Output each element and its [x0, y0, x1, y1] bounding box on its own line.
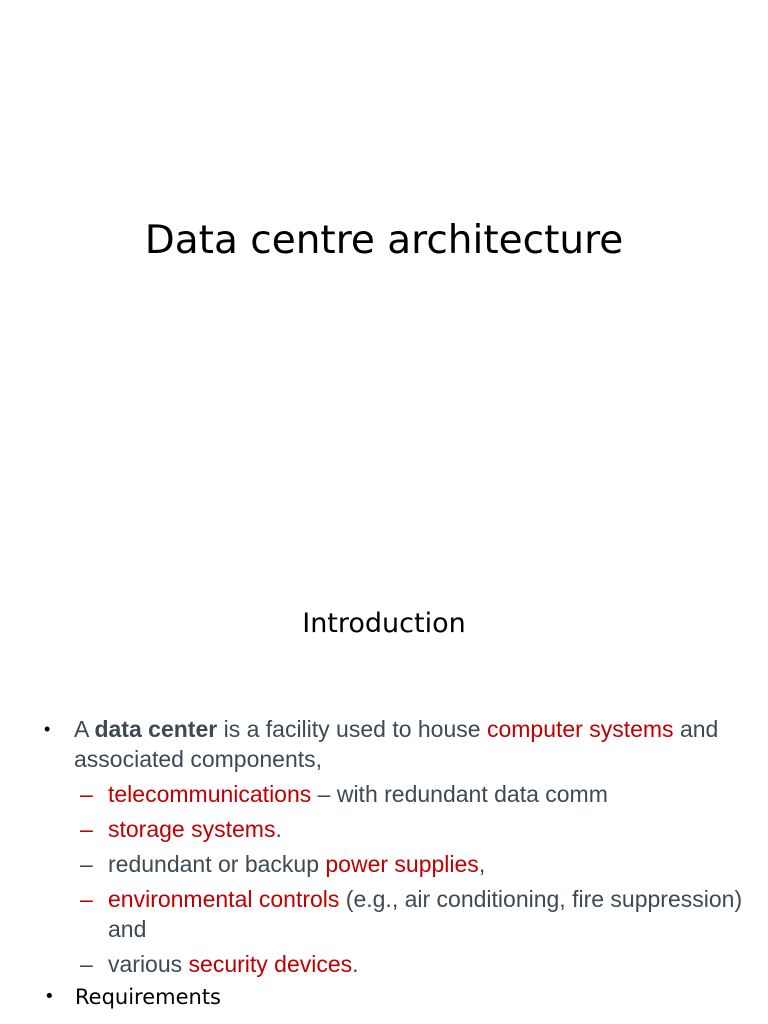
- subitem-security: [44, 949, 744, 979]
- subitem-text-before: various: [108, 951, 189, 977]
- slide-content: [44, 714, 744, 1012]
- dash-icon: –: [80, 886, 93, 912]
- bullet-data-center: [44, 714, 744, 774]
- subitem-highlight: power supplies: [325, 851, 479, 877]
- bullet-prefix: A: [74, 716, 95, 742]
- subitem-highlight: telecommunications: [108, 781, 312, 807]
- bullet-icon: •: [44, 719, 51, 739]
- subitem-power: [44, 849, 744, 879]
- subitem-text: .: [275, 816, 282, 842]
- dash-icon: –: [80, 816, 93, 842]
- bullet-mid: is a facility used to house: [217, 716, 487, 742]
- bullet-suffix: and associated components,: [74, 716, 719, 772]
- subitem-text: .: [352, 951, 359, 977]
- dash-icon: –: [80, 851, 93, 877]
- bullet-requirements: [44, 982, 744, 1012]
- slide-title: Data centre architecture: [144, 218, 624, 263]
- subitem-text: ,: [478, 851, 486, 877]
- subitem-environmental: [44, 884, 744, 944]
- subitem-text: – with redundant data comm: [311, 781, 608, 807]
- bullet-highlight: computer systems: [486, 716, 674, 742]
- section-title: Introduction: [302, 608, 466, 639]
- subitem-highlight: storage systems: [108, 816, 276, 842]
- subitem-text-before: redundant or backup: [108, 851, 326, 877]
- dash-icon: –: [80, 951, 93, 977]
- bullet-icon: •: [44, 986, 55, 1007]
- subitem-highlight: security devices: [188, 951, 353, 977]
- subitem-text: (e.g., air conditioning, fire suppression) and: [108, 886, 743, 942]
- subitem-highlight: environmental controls: [108, 886, 340, 912]
- subitem-storage: [44, 814, 744, 844]
- dash-icon: –: [80, 781, 93, 807]
- bullet-label: Requirements: [75, 985, 221, 1009]
- subitem-telecommunications: [44, 779, 744, 809]
- bullet-term: data center: [94, 716, 218, 742]
